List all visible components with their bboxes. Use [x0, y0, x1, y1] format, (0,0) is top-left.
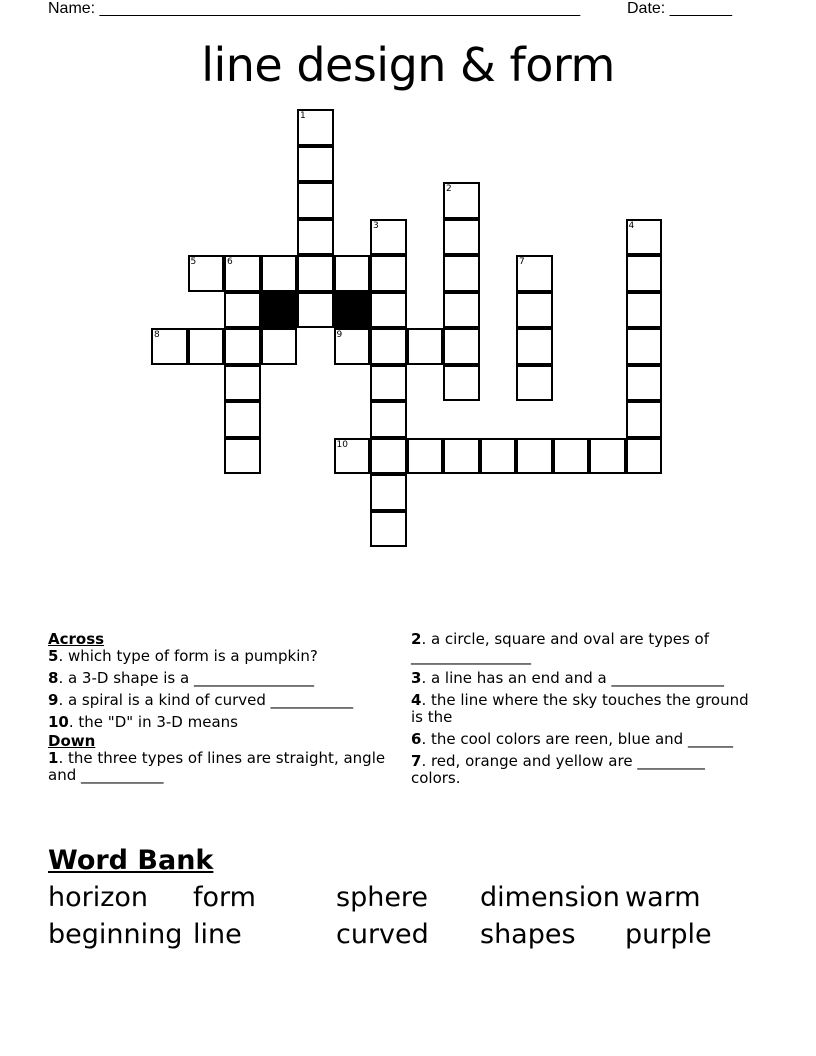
clue-number: 1	[300, 111, 306, 121]
grid-cell[interactable]	[443, 365, 480, 402]
word-bank-word: shapes	[480, 919, 576, 950]
grid-cell[interactable]	[297, 292, 334, 329]
clue-number: 5	[190, 257, 197, 267]
word-bank-word: curved	[336, 919, 429, 950]
grid-cell[interactable]	[626, 292, 663, 329]
word-bank-word: form	[193, 882, 256, 913]
clue-number: 3	[373, 220, 379, 231]
grid-cell[interactable]	[443, 438, 480, 475]
grid-cell[interactable]	[626, 438, 663, 475]
clue-number: 4	[628, 220, 635, 231]
grid-cell[interactable]	[188, 255, 225, 292]
grid-cell[interactable]	[297, 182, 334, 219]
grid-cell[interactable]	[443, 219, 480, 256]
word-bank-word: line	[193, 919, 242, 950]
clue-across-10: 10. the "D" in 3-D means	[48, 713, 238, 731]
grid-cell[interactable]	[626, 365, 663, 402]
grid-cell[interactable]	[516, 365, 553, 402]
grid-cell[interactable]	[480, 438, 517, 475]
clue-across-9: 9. a spiral is a kind of curved ___________	[48, 691, 354, 709]
grid-cell[interactable]	[151, 328, 188, 365]
word-bank-word: sphere	[336, 882, 429, 913]
grid-cell[interactable]	[370, 511, 407, 548]
grid-cell[interactable]	[407, 438, 444, 475]
grid-cell[interactable]	[224, 292, 261, 329]
grid-cell[interactable]	[334, 255, 371, 292]
grid-cell[interactable]	[370, 401, 407, 438]
clue-across-5: 5. which type of form is a pumpkin?	[48, 647, 318, 665]
grid-cell[interactable]	[516, 292, 553, 329]
grid-cell[interactable]	[261, 328, 298, 365]
grid-cell[interactable]	[443, 292, 480, 329]
grid-cell[interactable]	[516, 255, 553, 292]
word-bank-word: horizon	[48, 882, 149, 913]
grid-cell[interactable]	[626, 401, 663, 438]
word-bank-title: Word Bank	[48, 845, 214, 876]
grid-cell[interactable]	[516, 438, 553, 475]
clue-number: 2	[446, 184, 452, 194]
grid-cell[interactable]	[626, 219, 663, 256]
grid-cell[interactable]	[297, 146, 334, 183]
grid-cell[interactable]	[553, 438, 590, 475]
word-bank-word: beginning	[48, 919, 183, 950]
word-bank-word: warm	[625, 882, 701, 913]
date-field[interactable]: Date: _______	[627, 0, 732, 17]
clues-left-column	[48, 631, 393, 789]
grid-cell[interactable]	[370, 255, 407, 292]
clue-number: 9	[336, 330, 343, 340]
clue-number: 8	[154, 330, 160, 340]
clue-down-7: 7. red, orange and yellow are _________ colors.	[411, 752, 705, 787]
grid-cell[interactable]	[626, 328, 663, 365]
grid-cell[interactable]	[224, 328, 261, 365]
black-cell	[261, 292, 298, 329]
grid-cell[interactable]	[370, 365, 407, 402]
across-heading: Across	[48, 630, 105, 648]
clue-down-6: 6. the cool colors are reen, blue and ______	[411, 730, 733, 748]
grid-cell[interactable]	[589, 438, 626, 475]
grid-cell[interactable]	[443, 182, 480, 219]
grid-cell[interactable]	[407, 328, 444, 365]
grid-cell[interactable]	[516, 328, 553, 365]
grid-cell[interactable]	[224, 401, 261, 438]
grid-cell[interactable]	[370, 219, 407, 256]
clue-across-8: 8. a 3-D shape is a ________________	[48, 669, 314, 687]
grid-cell[interactable]	[334, 438, 371, 475]
grid-cell[interactable]	[224, 365, 261, 402]
grid-cell[interactable]	[370, 328, 407, 365]
grid-cell[interactable]	[224, 438, 261, 475]
clue-down-4: 4. the line where the sky touches the ground is the	[411, 691, 749, 726]
grid-cell[interactable]	[443, 255, 480, 292]
clues-right-column	[411, 631, 756, 792]
grid-cell[interactable]	[261, 255, 298, 292]
word-bank-word: purple	[625, 919, 712, 950]
clue-down-1: 1. the three types of lines are straight, angle and ___________	[48, 749, 386, 784]
grid-cell[interactable]	[224, 255, 261, 292]
name-field[interactable]: Name: ______________________________________________________	[48, 0, 581, 17]
grid-cell[interactable]	[297, 255, 334, 292]
grid-cell[interactable]	[626, 255, 663, 292]
page-title: line design & form	[201, 38, 615, 92]
grid-cell[interactable]	[188, 328, 225, 365]
clue-number: 7	[519, 257, 525, 267]
grid-cell[interactable]	[370, 292, 407, 329]
grid-cell[interactable]	[297, 109, 334, 146]
black-cell	[334, 292, 371, 329]
grid-cell[interactable]	[443, 328, 480, 365]
down-heading: Down	[48, 732, 96, 750]
clue-number: 10	[336, 439, 348, 450]
clue-number: 6	[227, 257, 233, 267]
clue-down-2: 2. a circle, square and oval are types of ________________	[411, 630, 709, 665]
word-bank-word: dimension	[480, 882, 620, 913]
grid-cell[interactable]	[370, 474, 407, 511]
grid-cell[interactable]	[334, 328, 371, 365]
grid-cell[interactable]	[297, 219, 334, 256]
clue-down-3: 3. a line has an end and a _______________	[411, 669, 724, 687]
grid-cell[interactable]	[370, 438, 407, 475]
